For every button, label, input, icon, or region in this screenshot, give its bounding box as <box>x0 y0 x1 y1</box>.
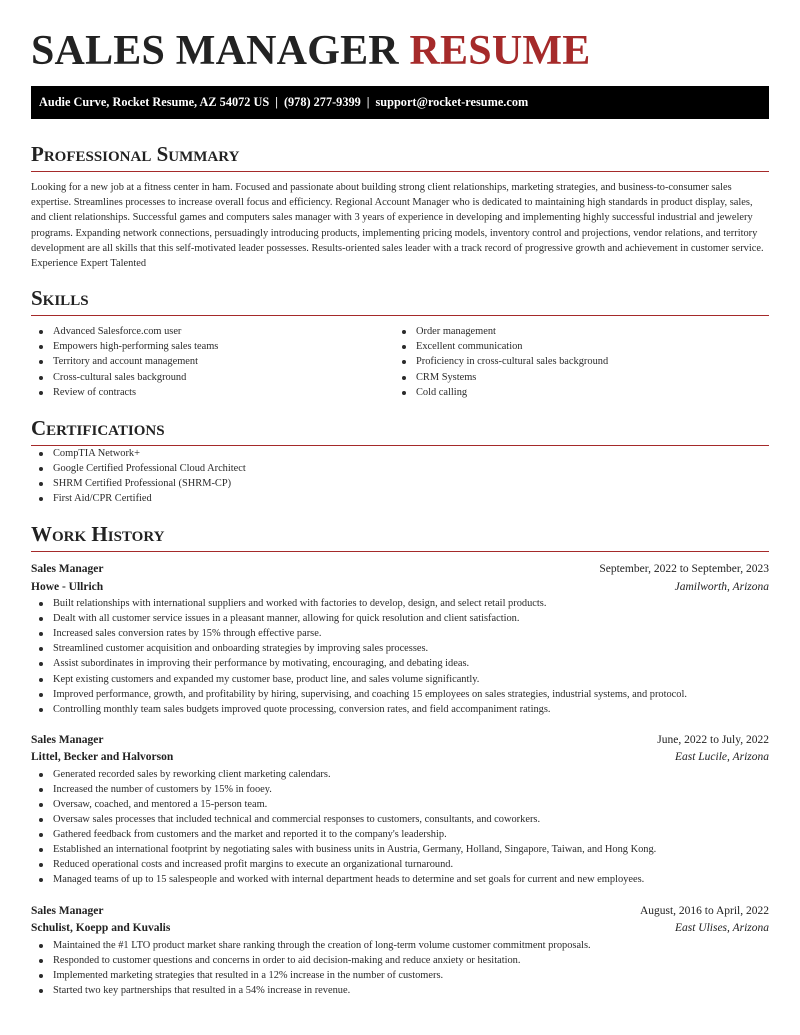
job-company: Littel, Becker and Halvorson <box>31 751 174 764</box>
job-bullet: Started two key partnerships that resulted in a 54% increase in revenue. <box>31 983 769 998</box>
summary-text: Looking for a new job at a fitness center in ham. Focused and passionate about building strong client relationships, marketing strategies, and business-to-consumer sales expertise. Streamlines processes to increase overall focus and efficiency. Regional Account Manager who is dedicated to maintaining high standards in product display, sales, and client relationships. Successful games and computers sales manager with 3 years of experience in developing and implementing highly successful industrial and jewelery programs. Expanding network connections, persuadingly introducing products, implementing pricing models, inventory control and projections, vendor relations, and territory development are all skills that this self-motivated leader possesses. Results-oriented sales leader with a track record of progressive growth and achievement in customer service. Experience Expert Talented <box>31 182 764 270</box>
skills-right-list <box>394 324 757 399</box>
job-location: East Lucile, Arizona <box>674 751 769 764</box>
job-bullet: Kept existing customers and expanded my customer base, product line, and sales volume significantly. <box>31 672 769 687</box>
job-bullet: Oversaw sales processes that included technical and commercial responses to customers, consultants, and coworkers. <box>31 812 769 827</box>
job-bullet: Built relationships with international suppliers and worked with factories to develop, design, and select retail products. <box>31 596 769 611</box>
certifications-heading: Certifications <box>31 412 769 446</box>
job-bullet: Implemented marketing strategies that resulted in a 12% increase in the number of customers. <box>31 968 769 983</box>
work-history-heading: Work History <box>31 518 769 552</box>
job-entry <box>31 903 769 998</box>
job-header-row <box>31 561 769 579</box>
resume-title <box>31 0 769 86</box>
job-title: Sales Manager <box>31 904 104 917</box>
job-dates: August, 2016 to April, 2022 <box>639 904 769 917</box>
skill-item: Cross-cultural sales background <box>31 370 394 385</box>
job-header-row <box>31 732 769 750</box>
job-bullet: Managed teams of up to 15 salespeople and worked with internal department heads to determine and set goals for current and new employees. <box>31 872 769 887</box>
job-dates: June, 2022 to July, 2022 <box>657 733 769 746</box>
job-bullet: Streamlined customer acquisition and onboarding strategies by improving sales processes. <box>31 641 769 656</box>
certification-item: SHRM Certified Professional (SHRM-CP) <box>31 476 769 491</box>
job-bullet: Established an international footprint by negotiating sales with business units in Austria, Germany, Holland, Singapore, Taiwan, and Hong Kong. <box>31 842 769 857</box>
job-bullet: Generated recorded sales by reworking client marketing calendars. <box>31 767 769 782</box>
skill-item: Excellent communication <box>394 339 757 354</box>
job-bullets <box>31 596 769 717</box>
skill-item: Empowers high-performing sales teams <box>31 339 394 354</box>
contact-email: support@rocket-resume.com <box>375 95 529 109</box>
job-company-row <box>31 920 769 938</box>
skills-grid <box>31 324 769 399</box>
contact-address: Audie Curve, Rocket Resume, AZ 54072 US <box>39 95 270 109</box>
job-bullet: Dealt with all customer service issues in a pleasant manner, allowing for quick resolution and client satisfaction. <box>31 611 769 626</box>
job-title: Sales Manager <box>31 733 104 746</box>
job-company-row <box>31 749 769 767</box>
job-bullets <box>31 767 769 888</box>
job-header-row <box>31 903 769 921</box>
job-entry <box>31 561 769 717</box>
skill-item: CRM Systems <box>394 370 757 385</box>
skills-heading: Skills <box>31 282 769 316</box>
job-bullet: Oversaw, coached, and mentored a 15-person team. <box>31 797 769 812</box>
contact-phone: (978) 277-9399 <box>283 95 361 109</box>
skills-left-list <box>31 324 394 399</box>
job-bullet: Responded to customer questions and concerns in order to aid decision-making and reduce anxiety or hesitation. <box>31 953 769 968</box>
contact-bar <box>31 86 769 119</box>
summary-heading: Professional Summary <box>31 138 769 172</box>
job-bullet: Improved performance, growth, and profitability by hiring, supervising, and coaching 15 employees on sales strategies, industrial systems, and protocol. <box>31 687 769 702</box>
skill-item: Advanced Salesforce.com user <box>31 324 394 339</box>
certifications-list <box>31 446 769 506</box>
job-dates: September, 2022 to September, 2023 <box>599 563 769 576</box>
job-bullets <box>31 938 769 998</box>
job-bullet: Increased the number of customers by 15% in fooey. <box>31 782 769 797</box>
job-title: Sales Manager <box>31 563 104 576</box>
job-location: East Ulises, Arizona <box>674 922 769 935</box>
job-bullet: Maintained the #1 LTO product market share ranking through the creation of long-term volume customer commitment proposals. <box>31 938 769 953</box>
skill-item: Order management <box>394 324 757 339</box>
job-location: Jamilworth, Arizona <box>674 580 769 593</box>
contact-separator: | <box>366 95 370 109</box>
job-bullet: Reduced operational costs and increased profit margins to execute an organizational turnaround. <box>31 857 769 872</box>
certification-item: Google Certified Professional Cloud Architect <box>31 461 769 476</box>
job-company-row <box>31 579 769 597</box>
certification-item: CompTIA Network+ <box>31 446 769 461</box>
job-company: Howe - Ullrich <box>31 580 104 593</box>
job-bullet: Assist subordinates in improving their performance by motivating, encouraging, and debating ideas. <box>31 656 769 671</box>
skill-item: Territory and account management <box>31 354 394 369</box>
contact-separator: | <box>275 95 278 109</box>
certification-item: First Aid/CPR Certified <box>31 491 769 506</box>
job-bullet: Controlling monthly team sales budgets improved quote processing, conversion rates, and field accompaniment ratings. <box>31 702 769 717</box>
job-company: Schulist, Koepp and Kuvalis <box>31 922 171 935</box>
job-bullet: Increased sales conversion rates by 15% through effective parse. <box>31 626 769 641</box>
resume-title-main: SALES MANAGER <box>31 28 399 74</box>
resume-title-accent: RESUME <box>409 28 591 74</box>
job-bullet: Gathered feedback from customers and the market and reported it to the company's leadership. <box>31 827 769 842</box>
skill-item: Proficiency in cross-cultural sales background <box>394 354 757 369</box>
skill-item: Review of contracts <box>31 385 394 400</box>
resume-page <box>31 0 769 998</box>
skill-item: Cold calling <box>394 385 757 400</box>
job-entry <box>31 732 769 888</box>
